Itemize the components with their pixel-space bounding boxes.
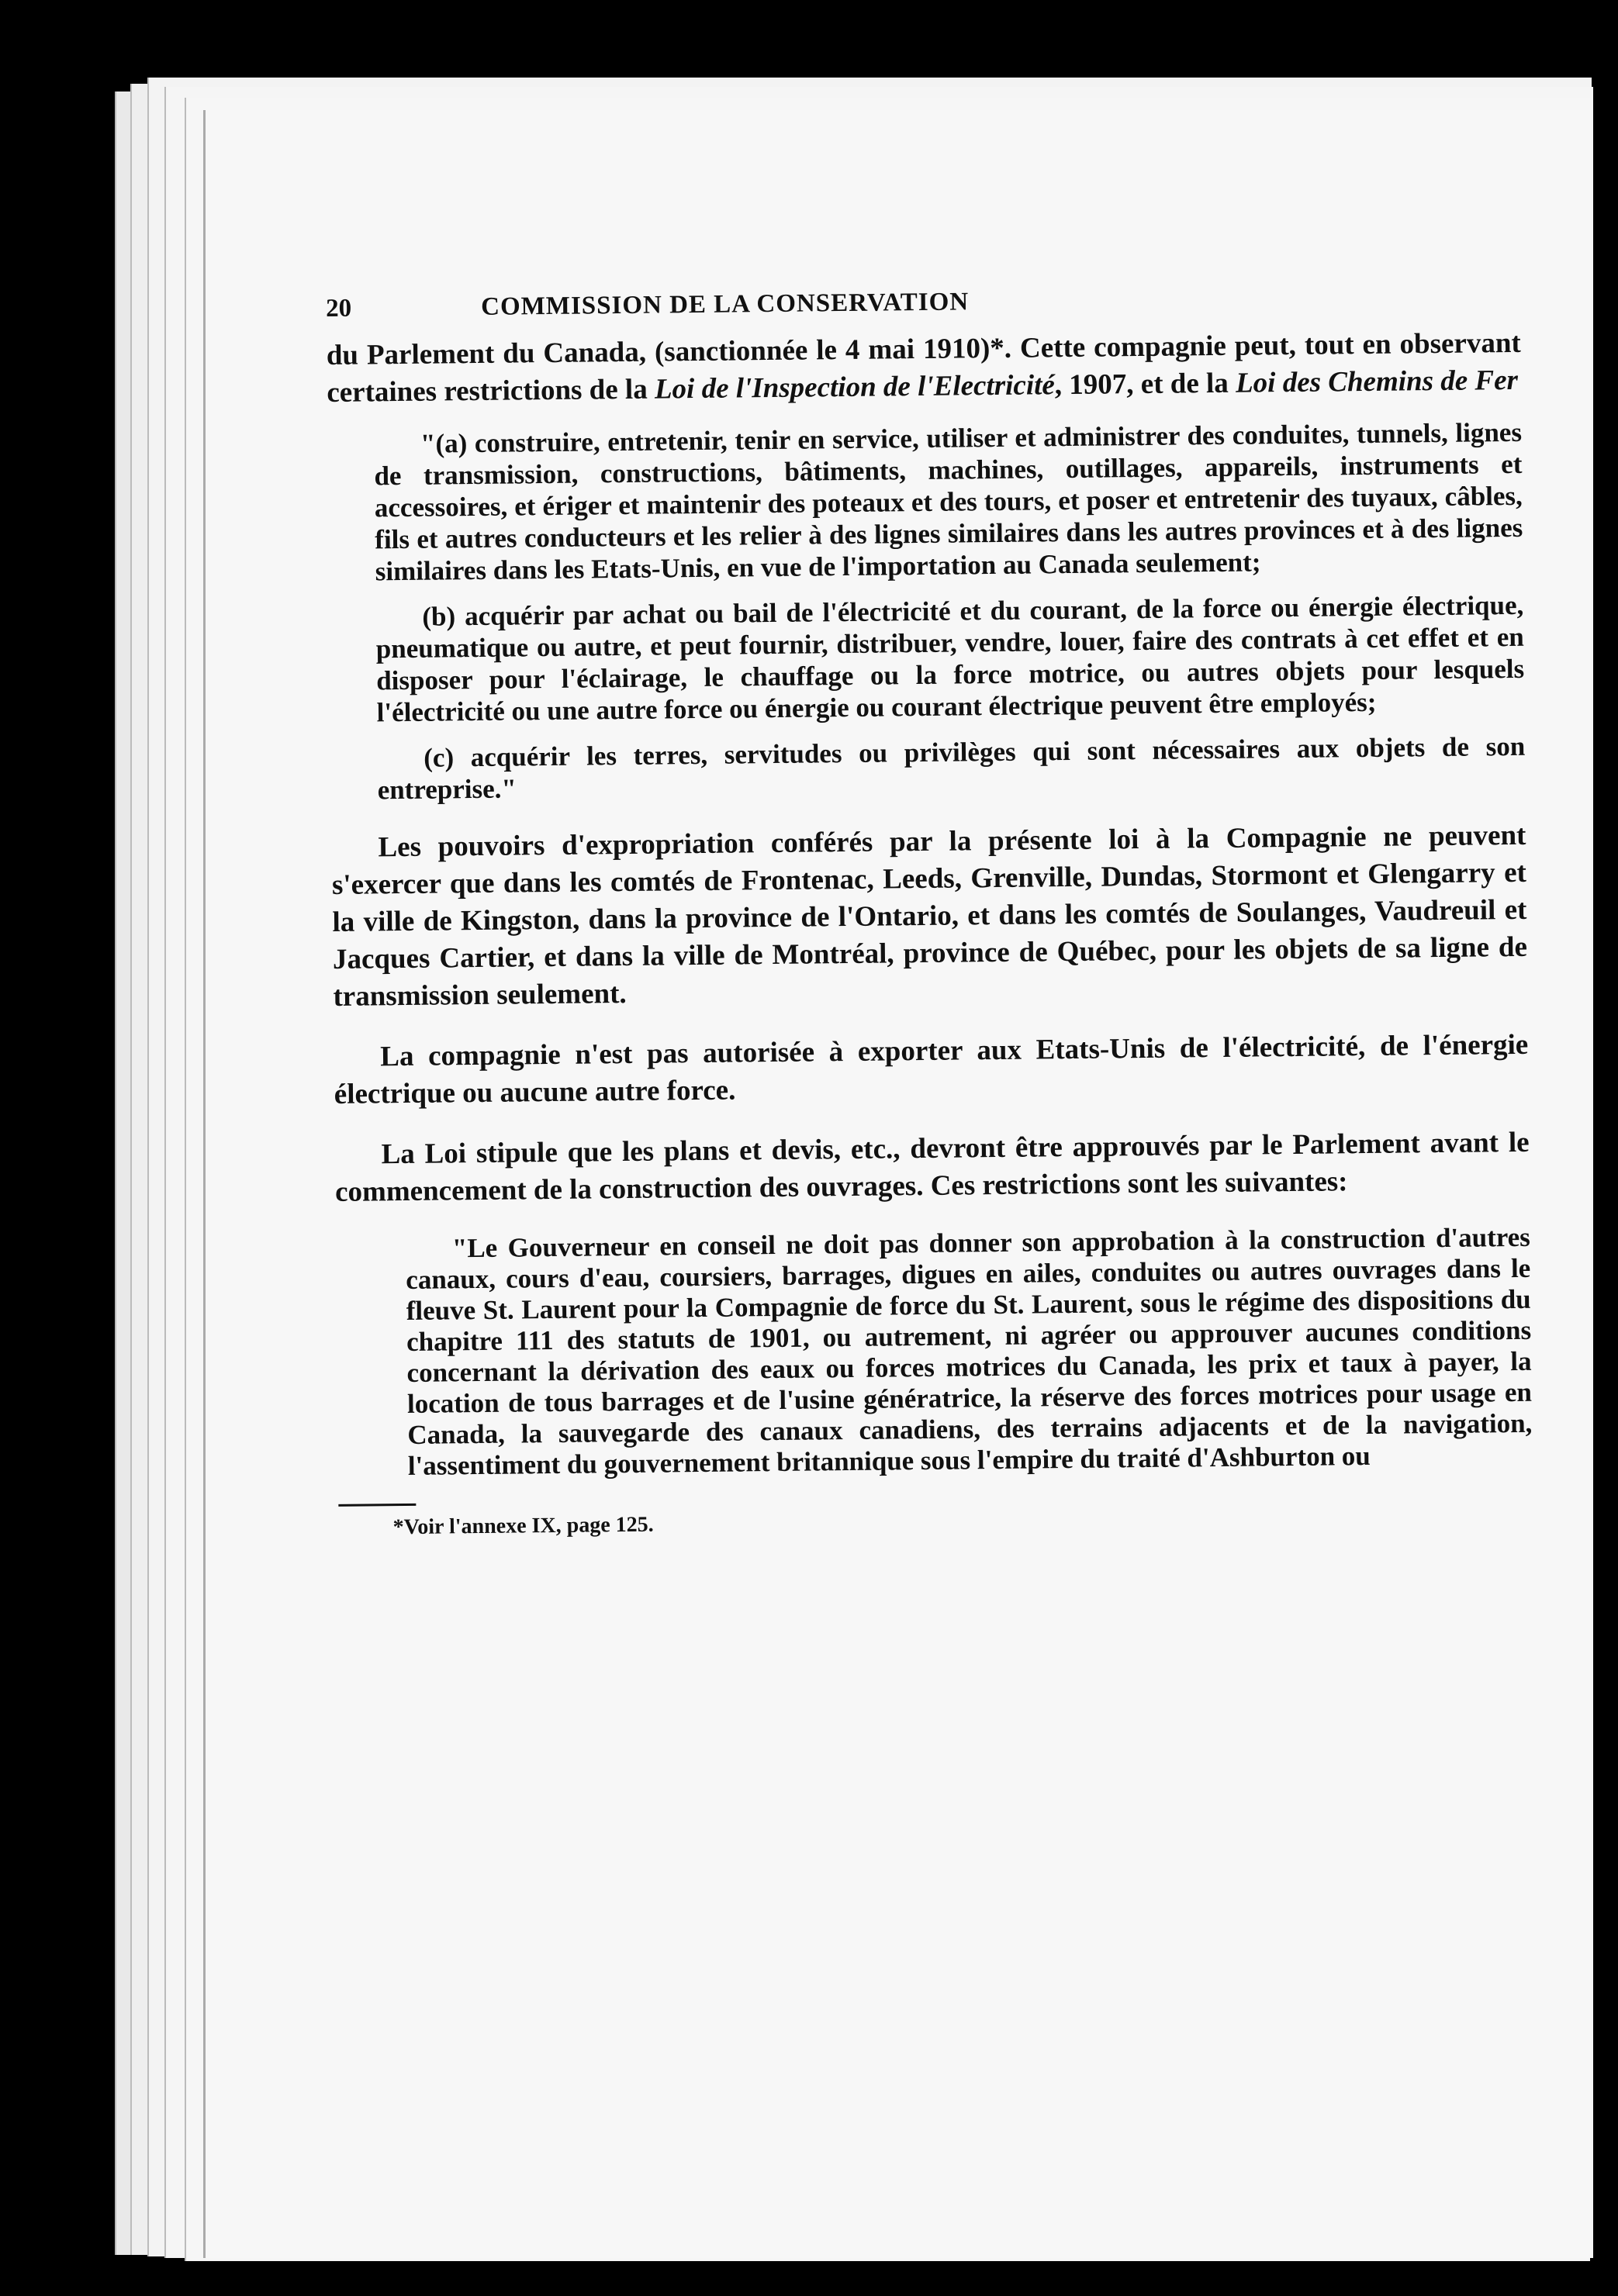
footnote-rule <box>338 1504 416 1507</box>
quote-b: (b) acquérir par achat ou bail de l'électricité et du courant, de la force ou énergie électrique, pneumatique ou autre, et peut fournir, distribuer, vendre, louer, faire des contrats à cet effet et en disposer pour l'éclairage, le chauffage ou la force motrice, ou autres objets pour lesquels l'électricité ou une autre force ou énergie ou courant électrique peuvent être employés; <box>375 589 1525 728</box>
running-title: COMMISSION DE LA CONSERVATION <box>480 288 970 321</box>
footnote: *Voir l'annexe IX, page 125. <box>392 1512 654 1540</box>
paragraph-expropriation: Les pouvoirs d'expropriation conférés par la présente loi à la Compagnie ne peuvent s'exercer que dans les comtés de Frontenac, Leeds, Grenville, Dundas, Stormont et Glengarry et la ville de Kingston, dans la province de l'Ontario, et dans les comtés de Soulanges, Vaudreuil et Jacques Cartier, et dans la ville de Montréal, province de Québec, pour les objets de sa ligne de transmission seulement. <box>331 819 1528 1013</box>
quote-gouverneur: "Le Gouverneur en conseil ne doit pas donner son approbation à la construction d'autres canaux, cours d'eau, coursiers, barrages, digues en ailes, conduites ou autres ouvrages dans le fleuve St. Laurent pour la Compagnie de force du St. Laurent, sous le régime des dispositions du chapitre 111 des statuts de 1901, ou autrement, ni agréer ou approuver aucunes conditions concernant la dérivation des eaux ou forces motrices du Canada, les prix et taux à payer, la location de tous barrages et de l'usine génératrice, la réserve des forces motrices pour usage en Canada, la sauvegarde des canaux canadiens, des terrains adjacents et de la navigation, l'assentiment du gouvernement britannique sous l'empire du traité d'Ashburton ou <box>406 1221 1533 1481</box>
quote-a: "(a) construire, entretenir, tenir en service, utiliser et administrer des conduites, tunnels, lignes de transmission, constructions, bâtiments, machines, outillages, appareils, instruments et accessoires, et ériger et maintenir des poteaux et des tours, et poser et entretenir des tuyaux, câbles, fils et autres conducteurs et les relier à des lignes similaires dans les autres provinces et à des lignes similaires dans les Etats-Unis, en vue de l'importation au Canada seulement; <box>374 416 1523 587</box>
intro-text-2: , 1907, et de la <box>1054 367 1236 402</box>
page-number: 20 <box>326 294 352 323</box>
paragraph-plans: La Loi stipule que les plans et devis, etc., devront être approuvés par le Parlement avant le commencement de la construction des ouvrages. Ces restrictions sont les suivantes: <box>334 1126 1530 1208</box>
intro-italic-2: Loi des Chemins de Fer <box>1235 364 1519 399</box>
page-text <box>326 282 1533 1541</box>
quote-c: (c) acquérir les terres, servitudes ou privilèges qui sont nécessaires aux objets de son entreprise." <box>377 730 1526 806</box>
intro-paragraph <box>327 325 1522 412</box>
intro-italic-1: Loi de l'Inspection de l'Electricité <box>654 369 1056 406</box>
intro-text-1: du Parlement du Canada, (sanctionnée le 4 mai 1910)*. Cette compagnie peut, tout en observant certaines restrictions de la <box>326 326 1521 409</box>
paragraph-export: La compagnie n'est pas autorisée à exporter aux Etats-Unis de l'électricité, de l'énergie électrique ou aucune autre force. <box>334 1028 1529 1110</box>
